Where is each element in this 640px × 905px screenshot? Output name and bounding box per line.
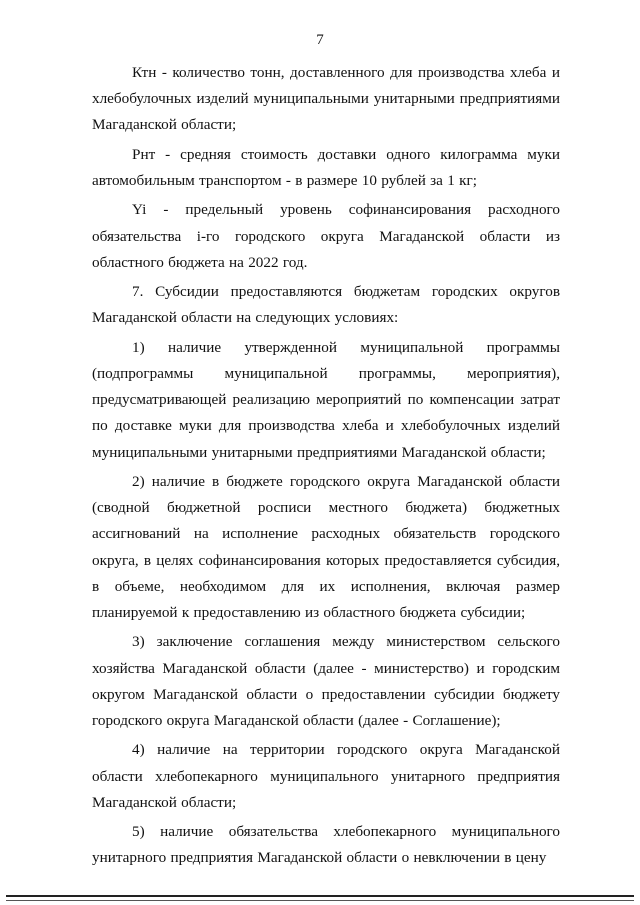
paragraph-condition-1: 1) наличие утвержденной муниципальной программы (подпрограммы муниципальной программы, мероприятия), предусматривающей реализацию мероприятий по компенсации затрат по доставке муки для производства хлеба и хлебобулочных изделий муниципальными унитарными предприятиями Магаданской области;	[92, 338, 560, 461]
paragraph-rnt-definition: Рнт - средняя стоимость доставки одного килограмма муки автомобильным транспортом - в размере 10 рублей за 1 кг;	[92, 145, 560, 189]
paragraph-condition-2: 2) наличие в бюджете городского округа Магаданской области (сводной бюджетной росписи местного бюджета) бюджетных ассигнований на исполнение расходных обязательств городского округа, в целях софинансирования которых предоставляется субсидия, в объеме, необходимом для их исполнения, включая размер планируемой к предоставлению из областного бюджета субсидии;	[92, 472, 560, 621]
paragraph-condition-4: 4) наличие на территории городского округа Магаданской области хлебопекарного муниципального унитарного предприятия Магаданской области;	[92, 741, 560, 811]
paragraph-ktn-definition: Ктн - количество тонн, доставленного для производства хлеба и хлебобулочных изделий муниципальными унитарными предприятиями Магаданской области;	[92, 64, 560, 134]
document-body	[92, 60, 560, 875]
page-number: 7	[316, 32, 324, 48]
paragraph-condition-5: 5) наличие обязательства хлебопекарного муниципального унитарного предприятия Магаданской области о невключении в цену	[92, 823, 560, 867]
paragraph-condition-3: 3) заключение соглашения между министерством сельского хозяйства Магаданской области (далее - министерство) и городским округом Магаданской области о предоставлении субсидии бюджету городского округа Магаданской области (далее - Соглашение);	[92, 633, 560, 729]
paragraph-yi-definition: Yi - предельный уровень софинансирования расходного обязательства i-го городского округа Магаданской области из областного бюджета на 2022 год.	[92, 201, 560, 271]
bottom-scan-rule-thin	[6, 900, 634, 901]
paragraph-item-7: 7. Субсидии предоставляются бюджетам городских округов Магаданской области на следующих условиях:	[92, 283, 560, 327]
bottom-scan-rule	[6, 895, 634, 897]
